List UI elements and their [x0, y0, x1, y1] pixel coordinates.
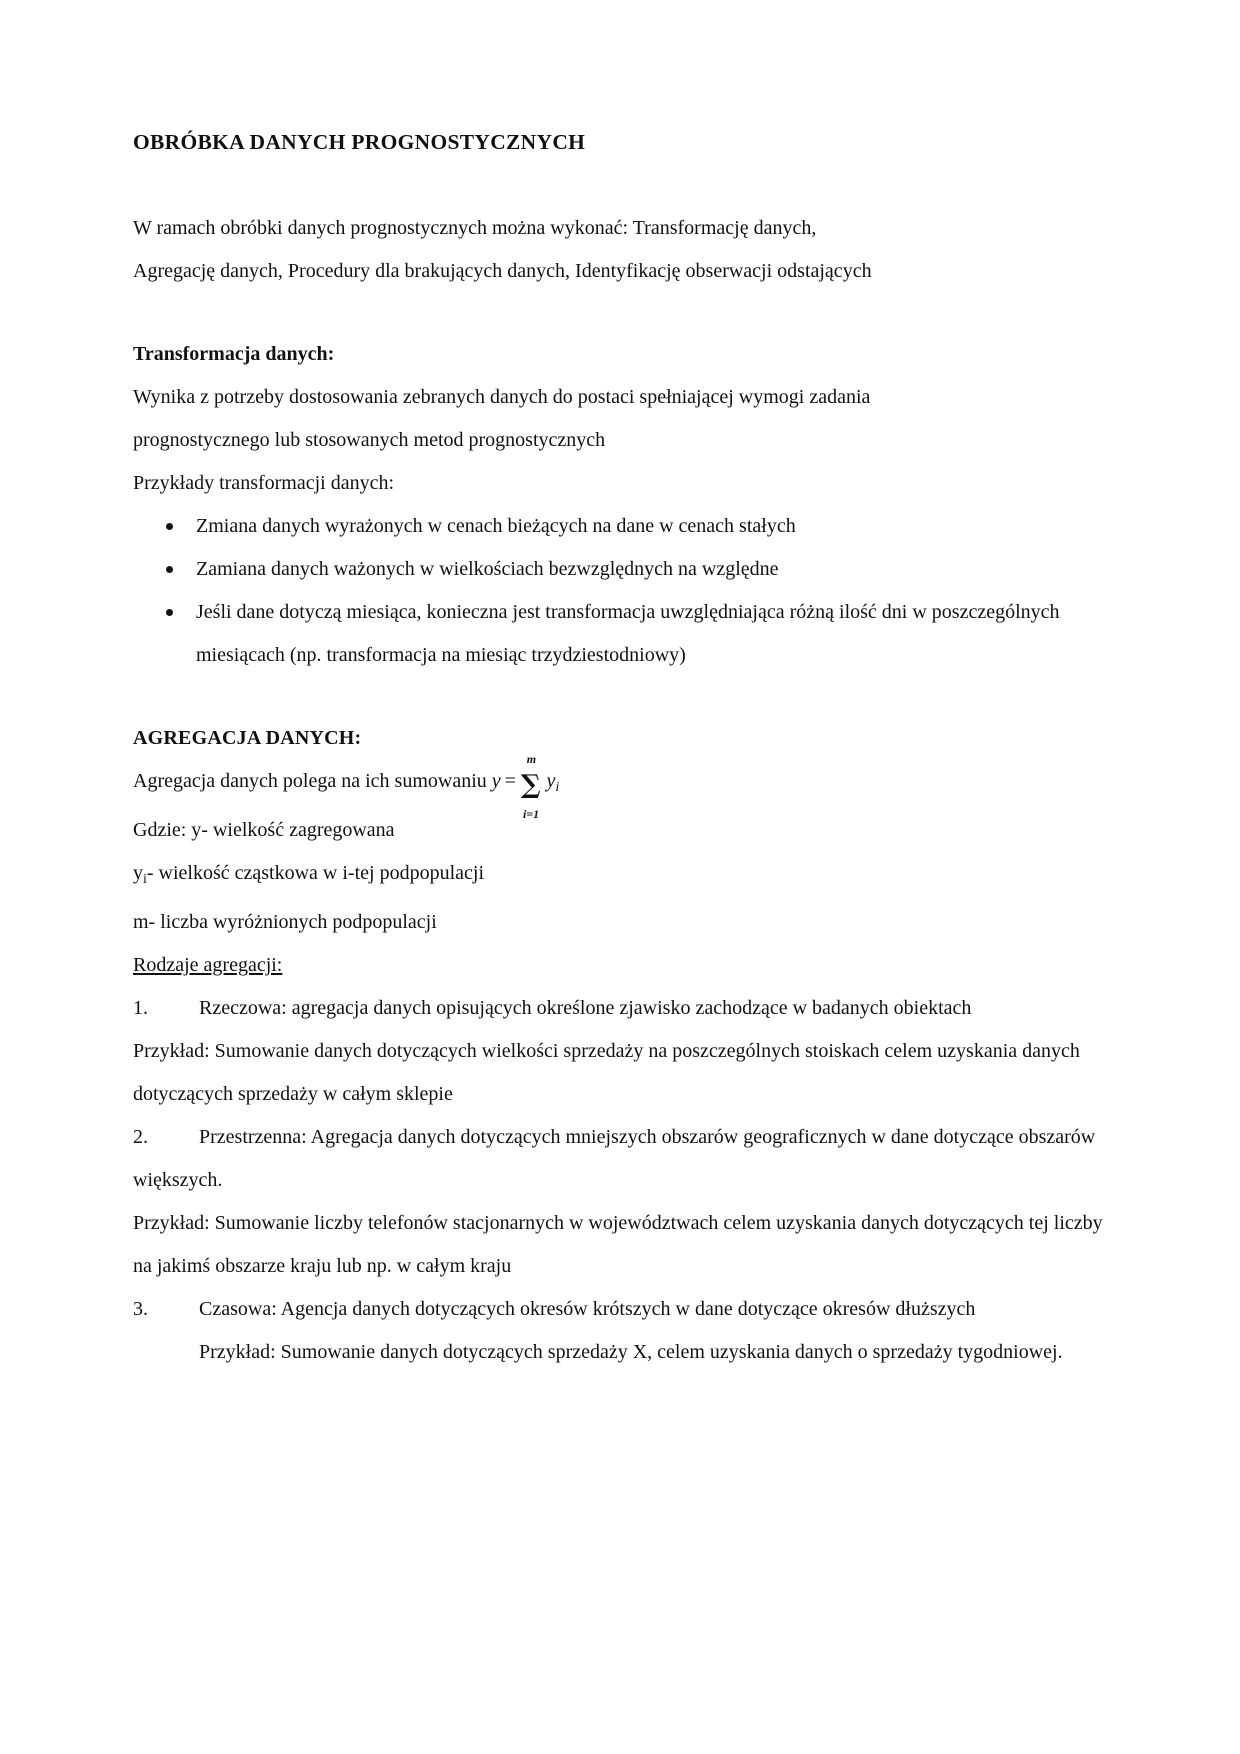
list-item-label: Jeśli dane dotyczą miesiąca, konieczna jest transformacja uwzględniająca różną ilość dni w poszczególnych miesiącach (np. transformacja na miesiąc trzydziestodniowy): [196, 601, 1060, 667]
legend-yi: [133, 852, 1112, 901]
agregacja-item-3-number: 3.: [133, 1298, 148, 1321]
list-item: [133, 591, 1112, 677]
list-item-label: Zmiana danych wyrażonych w cenach bieżących na dane w cenach stałych: [196, 515, 796, 538]
intro-line-1: W ramach obróbki danych prognostycznych można wykonać: Transformację danych,: [133, 217, 817, 240]
spacer: [133, 293, 1112, 333]
agregacja-item-1-example: Przykład: Sumowanie danych dotyczących wielkości sprzedaży na poszczególnych stoiskach celem uzyskania danych dotyczących sprzedaży w całym sklepie: [133, 1040, 1080, 1106]
transformacja-examples-lead: Przykłady transformacji danych:: [133, 472, 395, 495]
sum-lower-limit: i=1: [522, 807, 540, 822]
sigma-icon: ∑: [520, 770, 541, 801]
types-heading-label: Rodzaje agregacji:: [133, 954, 283, 977]
agregacja-item-2: [133, 1116, 1112, 1202]
legend-yi-symbol: y: [133, 862, 143, 885]
bullet-icon: [166, 566, 173, 573]
transformacja-body-line-2: prognostycznego lub stosowanych metod prognostycznych: [133, 429, 606, 452]
list-item: [133, 505, 1112, 548]
agregacja-formula-line: [133, 752, 1112, 822]
agregacja-heading: AGREGACJA DANYCH:: [133, 727, 362, 750]
agregacja-item-1: [133, 987, 1112, 1030]
legend-m: m- liczba wyróżnionych podpopulacji: [133, 911, 437, 934]
types-heading: [133, 944, 1112, 987]
formula-term: y: [546, 770, 556, 793]
list-item: [133, 548, 1112, 591]
agregacja-item-2-number: 2.: [133, 1126, 148, 1149]
agregacja-item-2-text: Przestrzenna: Agregacja danych dotyczących mniejszych obszarów geograficznych w dane dotyczące obszarów większych.: [133, 1126, 1096, 1192]
legend-y: Gdzie: y- wielkość zagregowana: [133, 819, 395, 842]
list-item-label: Zamiana danych ważonych w wielkościach bezwzględnych na względne: [196, 558, 779, 581]
summation-operator: [520, 752, 541, 822]
agregacja-item-1-number: 1.: [133, 997, 148, 1020]
agregacja-item-3: [133, 1288, 1112, 1331]
formula-lhs: y: [491, 770, 501, 793]
transformacja-body-line-1: Wynika z potrzeby dostosowania zebranych danych do postaci spełniającej wymogi zadania: [133, 386, 871, 409]
agregacja-item-1-text: Rzeczowa: agregacja danych opisujących określone zjawisko zachodzące w badanych obiektach: [199, 997, 972, 1020]
transformacja-heading: Transformacja danych:: [133, 343, 335, 366]
agregacja-item-2-example: Przykład: Sumowanie liczby telefonów stacjonarnych w województwach celem uzyskania danych dotyczących tej liczby na jakimś obszarze kraju lub np. w całym kraju: [133, 1212, 1103, 1278]
bullet-icon: [166, 523, 173, 530]
legend-yi-subscript: i: [143, 872, 147, 888]
aggregation-formula: [491, 752, 560, 822]
agregacja-item-3-text: Czasowa: Agencja danych dotyczących okresów krótszych w dane dotyczące okresów dłuższych: [199, 1298, 976, 1321]
spacer: [133, 677, 1112, 717]
intro-line-2: Agregację danych, Procedury dla brakujących danych, Identyfikację obserwacji odstających: [133, 260, 872, 283]
formula-term-subscript: i: [555, 780, 560, 796]
transformacja-bullet-list: [133, 505, 1112, 677]
legend-yi-label: - wielkość cząstkowa w i-tej podpopulacji: [146, 862, 485, 885]
page-title: OBRÓBKA DANYCH PROGNOSTYCZNYCH: [133, 130, 586, 154]
formula-equals: =: [504, 770, 516, 793]
sum-upper-limit: m: [526, 752, 537, 767]
agregacja-item-3-example: Przykład: Sumowanie danych dotyczących sprzedaży X, celem uzyskania danych o sprzedaży tygodniowej.: [199, 1341, 1063, 1364]
agregacja-formula-lead: Agregacja danych polega na ich sumowaniu: [133, 770, 487, 793]
bullet-icon: [166, 609, 173, 616]
